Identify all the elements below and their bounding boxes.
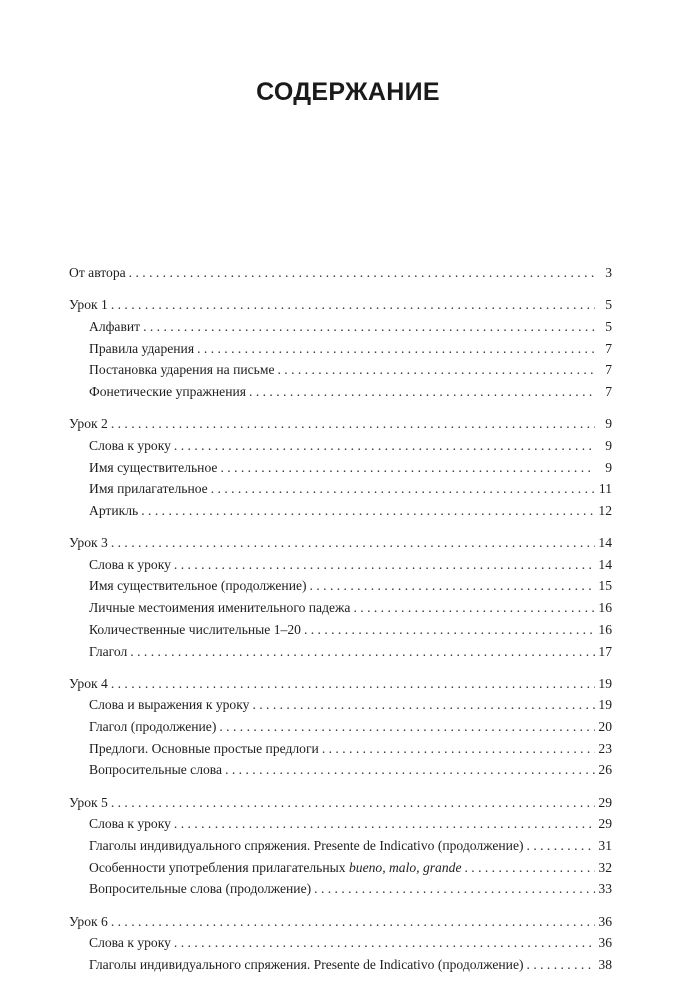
toc-page-number: 14 [598,535,612,551]
toc-page-number: 15 [598,578,612,594]
dot-leader [111,294,595,316]
toc-chapter-entry [69,413,612,435]
toc-section-entry [69,597,612,619]
toc-entry-label: Слова к уроку [89,437,171,453]
toc-page-number: 19 [598,675,612,691]
toc-entry-label: Слова к уроку [89,816,171,832]
toc-page-number: 16 [598,600,612,616]
toc-entry-label: Урок 2 [69,416,108,432]
toc-entry-label: Имя прилагательное [89,481,208,497]
toc-entry-label: Вопросительные слова (продолжение) [89,881,312,897]
toc-entry-label: Урок 4 [69,675,108,691]
toc-chapter-entry [69,673,612,695]
toc-section-entry [69,641,612,663]
toc-chapter-entry [69,532,612,554]
toc-page-number: 12 [598,502,612,518]
toc-entry-label: Глагол (продолжение) [89,719,217,735]
toc-chapter-entry [69,792,612,814]
toc-entry-label: Личные местоимения именительного падежа [89,600,351,616]
dot-leader [252,694,595,716]
toc-section-entry [69,932,612,954]
dot-leader [141,500,595,522]
dot-leader [174,435,595,457]
dot-leader [197,338,595,360]
toc-page-number: 29 [598,794,612,810]
toc-section-entry [69,954,612,976]
toc-page-number: 5 [605,297,612,313]
toc-entry-label: Правила ударения [89,340,195,356]
toc-section-entry [69,575,612,597]
toc-section-entry [69,835,612,857]
dot-leader [225,759,595,781]
toc-section-entry [69,435,612,457]
dot-leader [322,738,595,760]
toc-entry-label: Алфавит [89,318,141,334]
dot-leader [111,792,595,814]
dot-leader [143,316,595,338]
dot-leader [278,359,596,381]
dot-leader [111,673,595,695]
toc-entry-label: Слова к уроку [89,556,171,572]
toc-section-entry [69,813,612,835]
toc-page-number: 36 [598,913,612,929]
dot-leader [249,381,595,403]
toc-chapter-entry [69,911,612,933]
toc-section-entry [69,759,612,781]
page-title: СОДЕРЖАНИЕ [256,78,440,106]
dot-leader [174,813,595,835]
toc-section-entry [69,338,612,360]
dot-leader [211,478,595,500]
toc-page-number: 23 [598,740,612,756]
toc-page-number: 9 [605,459,612,475]
dot-leader [353,597,595,619]
dot-leader [527,954,595,976]
dot-leader [111,532,595,554]
toc-entry-label: Артикль [89,502,139,518]
toc-chapter-entry [69,262,612,284]
toc-page-number: 9 [605,437,612,453]
toc-entry-label: От автора [69,265,126,280]
toc-entry-label: Фонетические упражнения [89,383,247,399]
toc-section-entry [69,554,612,576]
toc-section-entry [69,716,612,738]
toc-entry-label: Особенности употребления прилагательных bueno, malo, grande [89,859,462,875]
toc-page-number: 29 [598,816,612,832]
dot-leader [464,857,595,879]
toc-entry-label: Постановка ударения на письме [89,362,275,378]
toc-page-number: 17 [598,643,612,659]
toc-entry-label: Слова к уроку [89,935,171,951]
toc-section-entry [69,738,612,760]
toc-section-entry [69,478,612,500]
toc-entry-label: Имя существительное (продолжение) [89,578,307,594]
toc-page-number: 16 [598,621,612,637]
toc-entry-label: Слова и выражения к уроку [89,697,250,713]
dot-leader [111,413,595,435]
toc-entry-label: Предлоги. Основные простые предлоги [89,740,319,756]
toc-section-entry [69,316,612,338]
toc-page-number: 31 [598,838,612,853]
dot-leader [219,716,595,738]
toc-page-number: 3 [605,265,612,280]
toc-page-number: 33 [598,881,612,897]
toc-page-number: 32 [598,859,612,875]
toc-section-entry [69,619,612,641]
toc-section-entry [69,359,612,381]
dot-leader [129,262,595,284]
toc-entry-label: Урок 3 [69,535,108,551]
toc-page-number: 20 [598,719,612,735]
toc-section-entry [69,381,612,403]
toc-entry-label: Урок 1 [69,297,108,313]
toc-page-number: 5 [605,318,612,334]
toc-section-entry [69,457,612,479]
toc-page-number: 26 [598,762,612,778]
toc-entry-label: Глагол [89,643,128,659]
dot-leader [220,457,595,479]
toc-page-number: 7 [605,383,612,399]
toc-page-number: 14 [598,556,612,572]
toc-entry-label-italic: bueno, malo, grande [348,859,462,875]
toc-section-entry [69,857,612,879]
toc-entry-label: Имя существительное [89,459,218,475]
dot-leader [310,575,595,597]
table-of-contents [69,262,612,976]
toc-page-number: 36 [598,935,612,951]
dot-leader [130,641,595,663]
dot-leader [174,932,595,954]
toc-entry-label: Глаголы индивидуального спряжения. Presente de Indicativo (продолжение) [89,956,524,972]
dot-leader [527,835,595,857]
toc-page-number: 38 [598,956,612,972]
toc-page-number: 7 [605,362,612,378]
toc-entry-label: Урок 6 [69,913,108,929]
toc-section-entry [69,500,612,522]
toc-chapter-entry [69,294,612,316]
toc-section-entry [69,694,612,716]
dot-leader [314,878,595,900]
toc-page-number: 9 [605,416,612,432]
toc-entry-label: Глаголы индивидуального спряжения. Presente de Indicativo (продолжение) [89,838,524,853]
toc-entry-label: Урок 5 [69,794,108,810]
dot-leader [304,619,595,641]
toc-page-number: 19 [598,697,612,713]
toc-entry-label: Вопросительные слова [89,762,223,778]
dot-leader [174,554,595,576]
toc-page-number: 7 [605,340,612,356]
toc-section-entry [69,878,612,900]
toc-entry-label: Количественные числительные 1–20 [89,621,301,637]
dot-leader [111,911,595,933]
toc-page-number: 11 [598,481,612,497]
